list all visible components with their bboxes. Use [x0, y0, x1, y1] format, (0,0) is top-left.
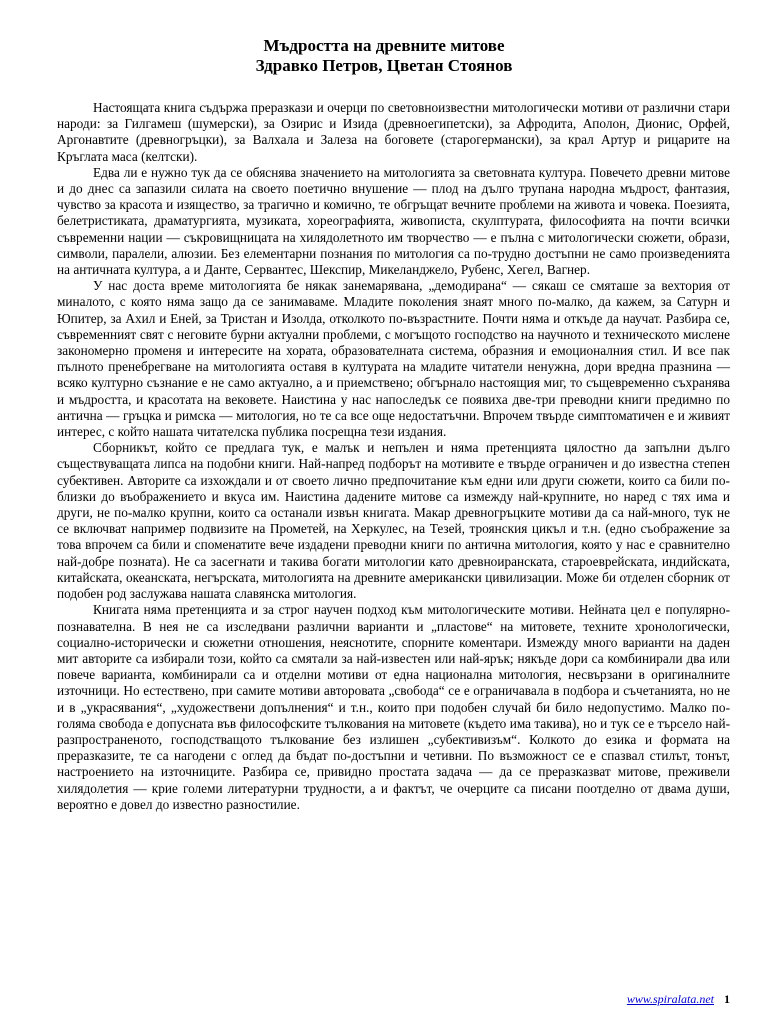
document-header [0, 36, 768, 76]
page-footer [627, 992, 730, 1006]
book-title: Мъдростта на древните митове [263, 36, 505, 55]
paragraph: У нас доста време митологията бе някак занемарявана, „демодирана“ — сякаш се смяташе за вехтория от миналото, с която няма защо да се занимаваме. Младите поколения знаят много по-малко, да кажем, за Сатурн и Юпитер, за Ахил и Еней, за Тристан и Изолда, отколкото по-възрастните. Почти няма и откъде да научат. Разбира се, съвременният свят с неговите бурни актуални проблеми, с могъщото господство на научното и техническото мислене закономерно променя и интересите на хората, образователната система, образния и емоционалния стил. И все пак пълното пренебрегване на митологията оставя в културата на младите читатели ненужна, дори вредна празнина — всяко културно съзнание е не само актуално, а и приемствено; обгърнало настоящия миг, то същевременно съхранява и мъдростта, и красотата на вековете. Наистина у нас напоследък се появиха две-три преводни книги предимно по антична — гръцка и римска — митология, но те са все още недостатъчни. Впрочем твърде симптоматичен е и живият интерес, с който нашата читателска публика посрещна тези издания. [57, 278, 730, 440]
paragraph: Настоящата книга съдържа преразкази и очерци по световноизвестни митологически мотиви от различни стари народи: за Гилгамеш (шумерски), за Озирис и Изида (древноегипетски), за Афродита, Аполон, Дионис, Орфей, Аргонавтите (древногръцки), за Валхала и Залеза на боговете (старогермански), за крал Артур и рицарите на Кръглата маса (келтски). [57, 100, 730, 164]
paragraph: Едва ли е нужно тук да се обяснява значението на митологията за световната култура. Повечето древни митове и до днес са запазили силата на своето поетично внушение — плод на дълго трупана народна мъдрост, фантазия, чувство за красота и изящество, за трагично и комично, те обгръщат вечните проблеми на живота и човека. Поезията, белетристиката, драматургията, музиката, хореографията, живописта, скулптурата, философията на почти всички съвременни нации — съкровищницата на хилядолетното им творчество — е пълна с митологически сюжети, образи, символи, паралели, алюзии. Без елементарни познания по митология са по-трудно достъпни не само произведенията на античната култура, а и Данте, Сервантес, Шекспир, Микеланджело, Рубенс, Хегел, Вагнер. [57, 164, 730, 278]
paragraph: Книгата няма претенцията и за строг научен подход към митологическите мотиви. Нейната цел е популярно-познавателна. В нея не са изследвани различни варианти и „пластове“ на митовете, техните хронологически, социално-исторически и сюжетни отношения, неяснотите, спорните коментари. Измежду много варианти на даден мит авторите са избирали този, който са смятали за най-известен или най-ярък; някъде дори са комбинирали два или повече варианта, комбинирали са и отделни мотиви от една национална митология, несвързани в оригиналните източници. Но естествено, при самите мотиви авторовата „свобода“ се е ограничавала в подбора и съчетанията, но не и в „украсявания“, „художествени допълнения“ и т.н., които при подобен случай би било недопустимо. Малко по-голяма свобода е допусната във философските тълкования на митовете (където има такива), но и тук се е търсело най-разпространеното, господстващото тълкование без излишен „субективизъм“. Колкото до езика и формата на преразказите, те са нагодени с оглед да бъдат по-достъпни и четивни. По възможност се е спазвал стилът, тонът, настроението на източниците. Разбира се, привидно простата задача — да се преразказват митове, преживели хилядолетия — крие големи литературни трудности, а и фактът, че очерците са писани поотделно от двама души, вероятно е довел до известно разностилие. [57, 602, 730, 812]
paragraph: Сборникът, който се предлага тук, е малък и непълен и няма претенцията цялостно да запълни дълго съществуващата липса на подобни книги. Най-напред подборът на мотивите е твърде ограничен и до известна степен субективен. Авторите са изхождали и от своето лично предпочитание към едни или други сюжети, които са били по-близки до въображението и вкуса им. Наистина дадените митове са измежду най-крупните, но наред с тях има и други, не по-малко крупни, които са останали извън книгата. Макар древногръцките мотиви да са най-много, тук не се включват например подвизите на Прометей, на Херкулес, на Тезей, троянския цикъл и т.н. (едно съображение за това впрочем са били и споменатите вече издадени преводни книги по антична митология, която у нас е сравнително най-добре позната). Не са засегнати и такива богати митологии като древноиранската, староеврейската, индийската, китайската, океанската, негърската, митологията на древните американски цивилизации. Може би отделен сборник от подобен род заслужава нашата славянска митология. [57, 440, 730, 602]
page-number: 1 [724, 992, 730, 1006]
document-body [57, 100, 730, 813]
book-authors: Здравко Петров, Цветан Стоянов [255, 56, 513, 75]
website-link[interactable]: www.spiralata.net [626, 992, 714, 1006]
